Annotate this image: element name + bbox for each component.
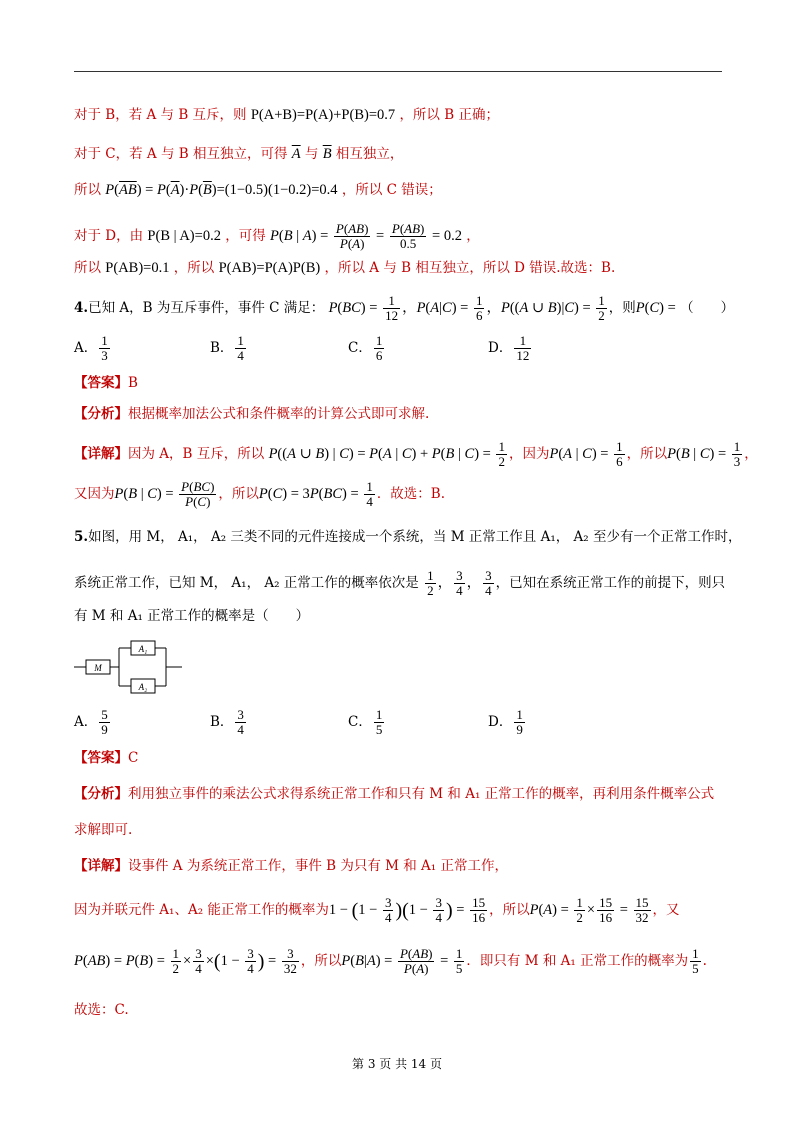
detail-4-line1: 【详解】因为 A，B 互斥，所以 P((A ∪ B) | C) = P(A | C) + P(B | C) = $\frac{1}{2}$ ，因为P(A | C) = $\frac{1}{6}$ ，所以P(B | C) = $\frac{1}{3}$ ， <box>74 439 758 469</box>
numerator: 1 <box>237 333 244 348</box>
option-c <box>348 708 386 737</box>
numerator: 3 <box>237 707 244 722</box>
answer-tag: 【答案】 <box>74 375 128 391</box>
text: ，又 <box>652 901 680 918</box>
option-d <box>488 334 533 363</box>
solution-line-c <box>74 144 403 164</box>
detail-5-line1 <box>74 856 508 876</box>
text: ，可得 <box>225 227 266 244</box>
formula: P(A+B)=P(A)+P(B)=0.7 <box>250 107 396 123</box>
text: 因为并联元件 A₁、A₂ 能正常工作的概率为 <box>74 901 329 918</box>
text: ．故选：B. <box>376 485 446 502</box>
option-label: B． <box>210 714 234 730</box>
option-label: C． <box>348 340 372 356</box>
formula: $\overline{B}$ <box>322 146 332 162</box>
solution-line-d <box>74 222 480 251</box>
answer-tag: 【答案】 <box>74 750 128 766</box>
analysis-5-line2 <box>74 820 132 840</box>
answer-value: B <box>128 375 138 391</box>
detail-4-line2 <box>74 480 445 509</box>
text: ，所以 <box>300 952 342 969</box>
option-label: A． <box>74 714 98 730</box>
text: ，所以 <box>626 445 668 462</box>
formula: $\frac{1}{5}$ <box>692 946 699 976</box>
option-label: A． <box>74 340 98 356</box>
formula: P(C) = <box>635 299 676 316</box>
text: ．即只有 M 和 A₁ 正常工作的概率为 <box>466 952 689 969</box>
formula: P(B|A) = $\frac{P(AB)}{P(A)}$ = $\frac{1}{5}$ <box>341 946 463 976</box>
formula: P(C) = 3P(BC) = $\frac{1}{4}$ <box>258 479 373 509</box>
label-m: M <box>94 663 102 673</box>
text: ，所以 A 与 B 相互独立，所以 D 错误.故选：B. <box>324 260 616 276</box>
formula: P((A ∪ B) | C) = P(A | C) + P(B | C) = $\frac{1}{2}$ <box>268 439 505 469</box>
text: 又因为 <box>74 485 115 502</box>
text: 已知 A，B 为互斥事件，事件 C 满足： <box>88 299 325 316</box>
formula: P(AB)=P(A)P(B) <box>218 260 321 276</box>
text: 相互独立， <box>335 146 404 162</box>
question-5-line1 <box>74 527 742 547</box>
denominator: 4 <box>237 722 244 737</box>
numerator: 1 <box>375 333 383 348</box>
formula: P(A) = $\frac{1}{2}$ × $\frac{15}{16}$ = $\frac{15}{32}$ <box>529 895 649 925</box>
formula: P(B | A) = $\frac{P(AB)}{P(A)}$ = $\frac{P(AB)}{0.5}$ = 0.2 <box>270 221 462 251</box>
question-number: 4. <box>74 299 89 316</box>
numerator: 1 <box>375 707 383 722</box>
text: ， <box>466 227 480 244</box>
text: 对于 D，由 <box>74 227 144 244</box>
analysis-4 <box>74 404 429 424</box>
label-a1: A₁ <box>138 644 148 654</box>
text: 因为 A，B 互斥，所以 <box>128 445 265 462</box>
answer-blank: （ ） <box>680 299 735 316</box>
numerator: 1 <box>516 707 523 722</box>
numerator: 1 <box>101 333 108 348</box>
conclusion-5 <box>74 1000 129 1020</box>
answer-5 <box>74 748 138 768</box>
text: 设事件 A 为系统正常工作，事件 B 为只有 M 和 A₁ 正常工作， <box>128 858 508 874</box>
option-a <box>74 334 112 363</box>
answer-value: C <box>128 750 139 766</box>
text: ，所以 <box>218 485 259 502</box>
formula: P(AB) = P(B) = $\frac{1}{2}$ × $\frac{3}{4}$ ×(1 − $\frac{3}{4}$ ) = $\frac{3}{32}$ <box>74 946 297 976</box>
denominator: 12 <box>516 348 530 363</box>
formula: =(1−0.5)(1−0.2)=0.4 <box>216 182 338 198</box>
denominator: 9 <box>516 722 523 737</box>
solution-line-d2 <box>74 258 615 278</box>
text: ，所以 C 错误； <box>341 182 442 198</box>
solution-line-b <box>74 105 499 125</box>
solution-line-c2 <box>74 180 442 200</box>
text: ，所以 B 正确； <box>399 107 499 123</box>
text: 有 M 和 A₁ 正常工作的概率是（ ） <box>74 608 310 624</box>
text: 所以 <box>74 182 101 198</box>
text: . <box>702 952 707 969</box>
text: ，已知在系统正常工作的前提下，则只 <box>495 574 726 591</box>
formula: P(B | C) = $\frac{1}{3}$ <box>667 439 741 469</box>
option-label: B． <box>210 340 234 356</box>
formula: P(B | A)=0.2 <box>147 227 221 244</box>
detail-tag: 【详解】 <box>74 445 128 462</box>
option-c <box>348 334 386 363</box>
detail-5-line2 <box>74 896 680 925</box>
label-a2: A₂ <box>138 682 148 692</box>
analysis-tag: 【分析】 <box>74 786 128 802</box>
formula: P(BC) = $\frac{1}{12}$ ，P(A|C) = $\frac{1}{6}$ ，P((A ∪ B)|C) = $\frac{1}{2}$ <box>328 293 605 323</box>
option-label: C． <box>348 714 372 730</box>
denominator: 4 <box>237 348 244 363</box>
formula: $\frac{1}{2}$ ， $\frac{3}{4}$ ， $\frac{3}{4}$ <box>427 568 492 598</box>
analysis-text: 利用独立事件的乘法公式求得系统正常工作和只有 M 和 A₁ 正常工作的概率，再利用条件概率公式 <box>128 786 715 802</box>
question-number: 5. <box>74 529 89 545</box>
formula: P(A | C) = $\frac{1}{6}$ <box>549 439 623 469</box>
denominator: 9 <box>101 722 108 737</box>
detail-5-line3 <box>74 947 707 976</box>
numerator: 1 <box>514 334 531 349</box>
text: 对于 B，若 A 与 B 互斥，则 <box>74 107 247 123</box>
page-footer: 第 3 页 共 14 页 <box>352 1057 442 1071</box>
text: ，则 <box>608 299 636 316</box>
option-b <box>210 334 248 363</box>
numerator: 5 <box>101 707 108 722</box>
header-rule <box>74 71 722 72</box>
option-label: D． <box>488 714 513 730</box>
text: 如图，用 M， A₁， A₂ 三类不同的元件连接成一个系统，当 M 正常工作且 A₁， A₂ 至少有一个正常工作时， <box>88 529 742 545</box>
option-label: D． <box>488 340 513 356</box>
text: ，因为 <box>508 445 550 462</box>
answer-4 <box>74 373 138 393</box>
formula: P(B | C) = $\frac{P(BC)}{P(C)}$ <box>114 479 215 509</box>
question-4-stem <box>74 294 734 323</box>
circuit-diagram <box>74 640 184 698</box>
denominator: 3 <box>101 348 108 363</box>
analysis-5-line1 <box>74 784 714 804</box>
option-a <box>74 708 112 737</box>
formula: $\overline{A}$ <box>291 146 301 162</box>
option-d <box>488 708 527 737</box>
option-b <box>210 708 248 737</box>
text: ，所以 <box>489 901 530 918</box>
text: 系统正常工作，已知 M， A₁， A₂ 正常工作的概率依次是 <box>74 574 419 591</box>
formula: 1 − (1 − $\frac{3}{4}$ )(1 − $\frac{3}{4}$ ) = $\frac{15}{16}$ <box>328 895 486 925</box>
text: 与 <box>304 146 319 162</box>
question-5-line3 <box>74 606 309 626</box>
analysis-text: 求解即可. <box>74 822 133 838</box>
text: 故选：C. <box>74 1002 129 1018</box>
text: 所以 <box>74 260 101 276</box>
text: 对于 C，若 A 与 B 相互独立，可得 <box>74 146 288 162</box>
formula: $P(\overline{AB}) = P(\overline{A})\cdot P(\overline{B})$ <box>105 182 217 198</box>
question-5-line2 <box>74 569 725 598</box>
detail-tag: 【详解】 <box>74 858 128 874</box>
denominator: 6 <box>375 348 383 363</box>
text: ，所以 <box>173 260 215 276</box>
formula: P(AB)=0.1 <box>105 260 170 276</box>
analysis-text: 根据概率加法公式和条件概率的计算公式即可求解. <box>128 406 430 422</box>
analysis-tag: 【分析】 <box>74 406 128 422</box>
denominator: 5 <box>375 722 383 737</box>
